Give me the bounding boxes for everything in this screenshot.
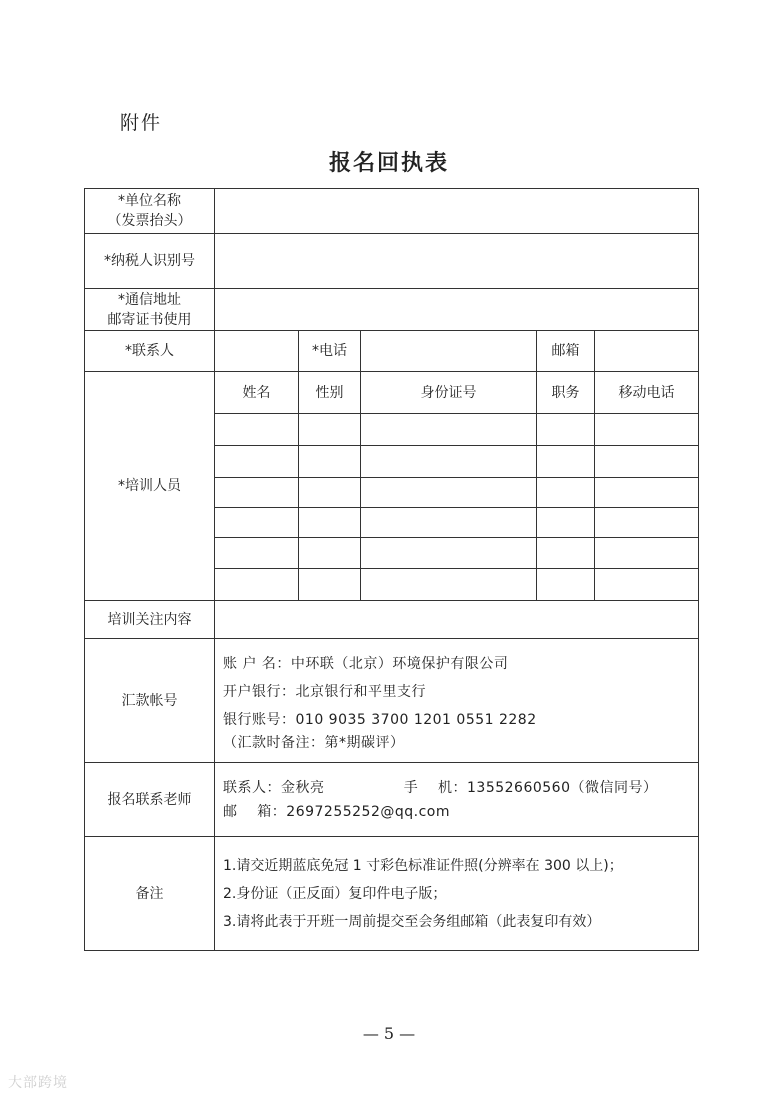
company-label: *单位名称 （发票抬头） bbox=[85, 189, 215, 234]
email-label: 邮箱 bbox=[537, 331, 595, 372]
trainee-position-cell[interactable] bbox=[537, 478, 595, 508]
form-title: 报名回执表 bbox=[328, 150, 449, 176]
notes-label: 备注 bbox=[85, 837, 215, 951]
trainee-header-row bbox=[85, 372, 699, 414]
registration-form-table bbox=[84, 188, 699, 951]
trainee-mobile-cell[interactable] bbox=[595, 478, 699, 508]
contact-field[interactable] bbox=[215, 331, 299, 372]
tax-id-row bbox=[85, 234, 699, 289]
trainee-gender-cell[interactable] bbox=[299, 414, 361, 446]
teacher-row bbox=[85, 763, 699, 837]
address-field[interactable] bbox=[215, 289, 699, 331]
annex-label: 附件 bbox=[120, 112, 163, 134]
teacher-details bbox=[215, 763, 699, 837]
trainee-header-mobile: 移动电话 bbox=[595, 372, 699, 414]
teacher-label: 报名联系老师 bbox=[85, 763, 215, 837]
trainees-label: *培训人员 bbox=[85, 372, 215, 601]
remit-details bbox=[215, 639, 699, 763]
trainee-mobile-cell[interactable] bbox=[595, 414, 699, 446]
trainee-mobile-cell[interactable] bbox=[595, 569, 699, 601]
trainee-id-cell[interactable] bbox=[361, 478, 537, 508]
note-2: 2.身份证（正反面）复印件电子版； bbox=[223, 885, 447, 902]
email-field[interactable] bbox=[595, 331, 699, 372]
watermark: 大部跨境 bbox=[8, 1075, 68, 1091]
company-field[interactable] bbox=[215, 189, 699, 234]
trainee-position-cell[interactable] bbox=[537, 446, 595, 478]
trainee-id-cell[interactable] bbox=[361, 446, 537, 478]
trainee-position-cell[interactable] bbox=[537, 414, 595, 446]
trainee-position-cell[interactable] bbox=[537, 538, 595, 569]
remit-row bbox=[85, 639, 699, 763]
tax-id-label: *纳税人识别号 bbox=[85, 234, 215, 289]
trainee-name-cell[interactable] bbox=[215, 569, 299, 601]
remit-label: 汇款帐号 bbox=[85, 639, 215, 763]
trainee-gender-cell[interactable] bbox=[299, 538, 361, 569]
trainee-header-name: 姓名 bbox=[215, 372, 299, 414]
trainee-mobile-cell[interactable] bbox=[595, 508, 699, 538]
trainee-mobile-cell[interactable] bbox=[595, 538, 699, 569]
trainee-id-cell[interactable] bbox=[361, 538, 537, 569]
trainee-gender-cell[interactable] bbox=[299, 478, 361, 508]
remit-account-name: 账 户 名：中环联（北京）环境保护有限公司 bbox=[223, 655, 509, 672]
trainee-position-cell[interactable] bbox=[537, 569, 595, 601]
trainee-gender-cell[interactable] bbox=[299, 446, 361, 478]
focus-label: 培训关注内容 bbox=[85, 601, 215, 639]
trainee-gender-cell[interactable] bbox=[299, 508, 361, 538]
trainee-name-cell[interactable] bbox=[215, 508, 299, 538]
trainee-mobile-cell[interactable] bbox=[595, 446, 699, 478]
trainee-name-cell[interactable] bbox=[215, 538, 299, 569]
address-row bbox=[85, 289, 699, 331]
trainee-id-cell[interactable] bbox=[361, 508, 537, 538]
note-1: 1.请交近期蓝底免冠 1 寸彩色标准证件照(分辨率在 300 以上)； bbox=[223, 857, 623, 874]
remit-account-number: 银行账号：010 9035 3700 1201 0551 2282 bbox=[223, 711, 537, 728]
tax-id-field[interactable] bbox=[215, 234, 699, 289]
contact-label: *联系人 bbox=[85, 331, 215, 372]
note-3: 3.请将此表于开班一周前提交至会务组邮箱（此表复印有效） bbox=[223, 913, 601, 930]
notes-row bbox=[85, 837, 699, 951]
trainee-name-cell[interactable] bbox=[215, 414, 299, 446]
remit-bank: 开户银行：北京银行和平里支行 bbox=[223, 683, 426, 700]
teacher-email: 邮 箱：2697255252@qq.com bbox=[223, 803, 450, 820]
trainee-position-cell[interactable] bbox=[537, 508, 595, 538]
trainee-header-gender: 性别 bbox=[299, 372, 361, 414]
trainee-name-cell[interactable] bbox=[215, 478, 299, 508]
trainee-gender-cell[interactable] bbox=[299, 569, 361, 601]
notes-details bbox=[215, 837, 699, 951]
company-row bbox=[85, 189, 699, 234]
remit-note: （汇款时备注：第*期碳评） bbox=[223, 734, 405, 751]
address-label: *通信地址 邮寄证书使用 bbox=[85, 289, 215, 331]
phone-label: *电话 bbox=[299, 331, 361, 372]
phone-field[interactable] bbox=[361, 331, 537, 372]
trainee-header-id-number: 身份证号 bbox=[361, 372, 537, 414]
trainee-id-cell[interactable] bbox=[361, 569, 537, 601]
focus-row bbox=[85, 601, 699, 639]
trainee-header-position: 职务 bbox=[537, 372, 595, 414]
page-number: — 5 — bbox=[362, 1024, 416, 1043]
trainee-id-cell[interactable] bbox=[361, 414, 537, 446]
contact-row bbox=[85, 331, 699, 372]
trainee-name-cell[interactable] bbox=[215, 446, 299, 478]
teacher-contact: 联系人：金秋亮 手 机：13552660560（微信同号） bbox=[223, 779, 658, 796]
focus-field[interactable] bbox=[215, 601, 699, 639]
